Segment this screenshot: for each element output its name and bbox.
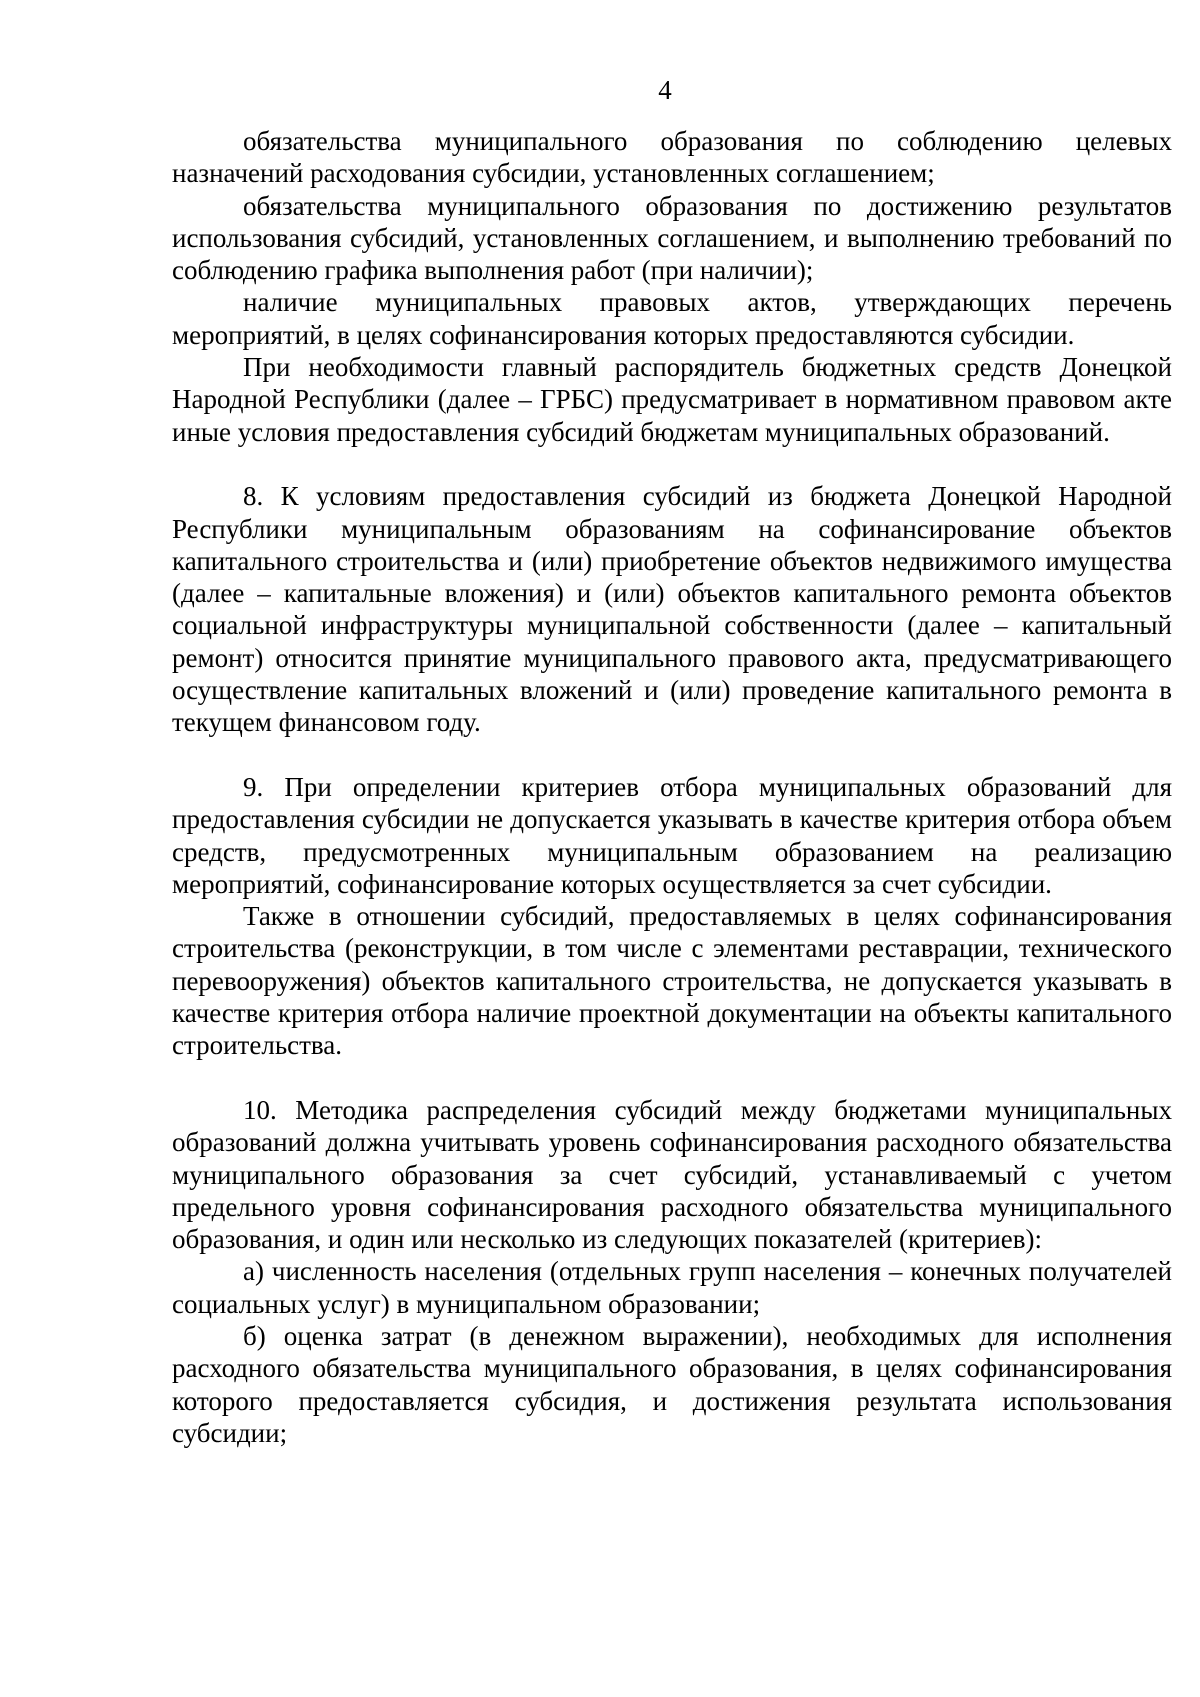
paragraph-item-9: 9. При определении критериев отбора муниципальных образований для предоставления субсидии не допускается указывать в качестве критерия отбора объем средств, предусмотренных муниципальным образованием на реализацию мероприятий, софинансирование которых осуществляется за счет субсидии.: [172, 771, 1172, 899]
paragraph-spacer: [172, 448, 1172, 480]
paragraph-criterion-b: б) оценка затрат (в денежном выражении), необходимых для исполнения расходного обязательства муниципального образования, в целях софинансирования которого предоставляется субсидия, и достижения результата использования субсидии;: [172, 1320, 1172, 1448]
paragraph-item-8: 8. К условиям предоставления субсидий из бюджета Донецкой Народной Республики муниципальным образованиям на софинансирование объектов капитального строительства и (или) приобретение объектов недвижимого имущества (далее – капитальные вложения) и (или) объектов капитального ремонта объектов социальной инфраструктуры муниципальной собственности (далее – капитальный ремонт) относится принятие муниципального правового акта, предусматривающего осуществление капитальных вложений и (или) проведение капитального ремонта в текущем финансовом году.: [172, 481, 1172, 738]
paragraph-spacer: [172, 739, 1172, 771]
paragraph-item-9-continued: Также в отношении субсидий, предоставляемых в целях софинансирования строительства (реконструкции, в том числе с элементами реставрации, технического перевооружения) объектов капитального строительства, не допускается указывать в качестве критерия отбора наличие проектной документации на объекты капитального строительства.: [172, 901, 1172, 1061]
paragraph-item-10: 10. Методика распределения субсидий между бюджетами муниципальных образований должна учитывать уровень софинансирования расходного обязательства муниципального образования за счет субсидий, устанавливаемый с учетом предельного уровня софинансирования расходного обязательства муниципального образования, и один или несколько из следующих показателей (критериев):: [172, 1094, 1172, 1255]
paragraph-municipal-acts: наличие муниципальных правовых актов, утверждающих перечень мероприятий, в целях софинансирования которых предоставляются субсидии.: [172, 287, 1172, 350]
page-number: 4: [658, 75, 672, 105]
paragraph-obligation-results: обязательства муниципального образования по достижению результатов использования субсидий, установленных соглашением, и выполнению требований по соблюдению графика выполнения работ (при наличии);: [172, 190, 1172, 286]
paragraph-spacer: [172, 1062, 1172, 1094]
paragraph-obligation-target-use: обязательства муниципального образования по соблюдению целевых назначений расходования субсидии, установленных соглашением;: [172, 126, 1172, 189]
paragraph-criterion-a: а) численность населения (отдельных групп населения – конечных получателей социальных услуг) в муниципальном образовании;: [172, 1256, 1172, 1319]
paragraph-grbs-conditions: При необходимости главный распорядитель бюджетных средств Донецкой Народной Республики (далее – ГРБС) предусматривает в нормативном правовом акте иные условия предоставления субсидий бюджетам муниципальных образований.: [172, 352, 1172, 447]
document-body: [172, 125, 1172, 1449]
